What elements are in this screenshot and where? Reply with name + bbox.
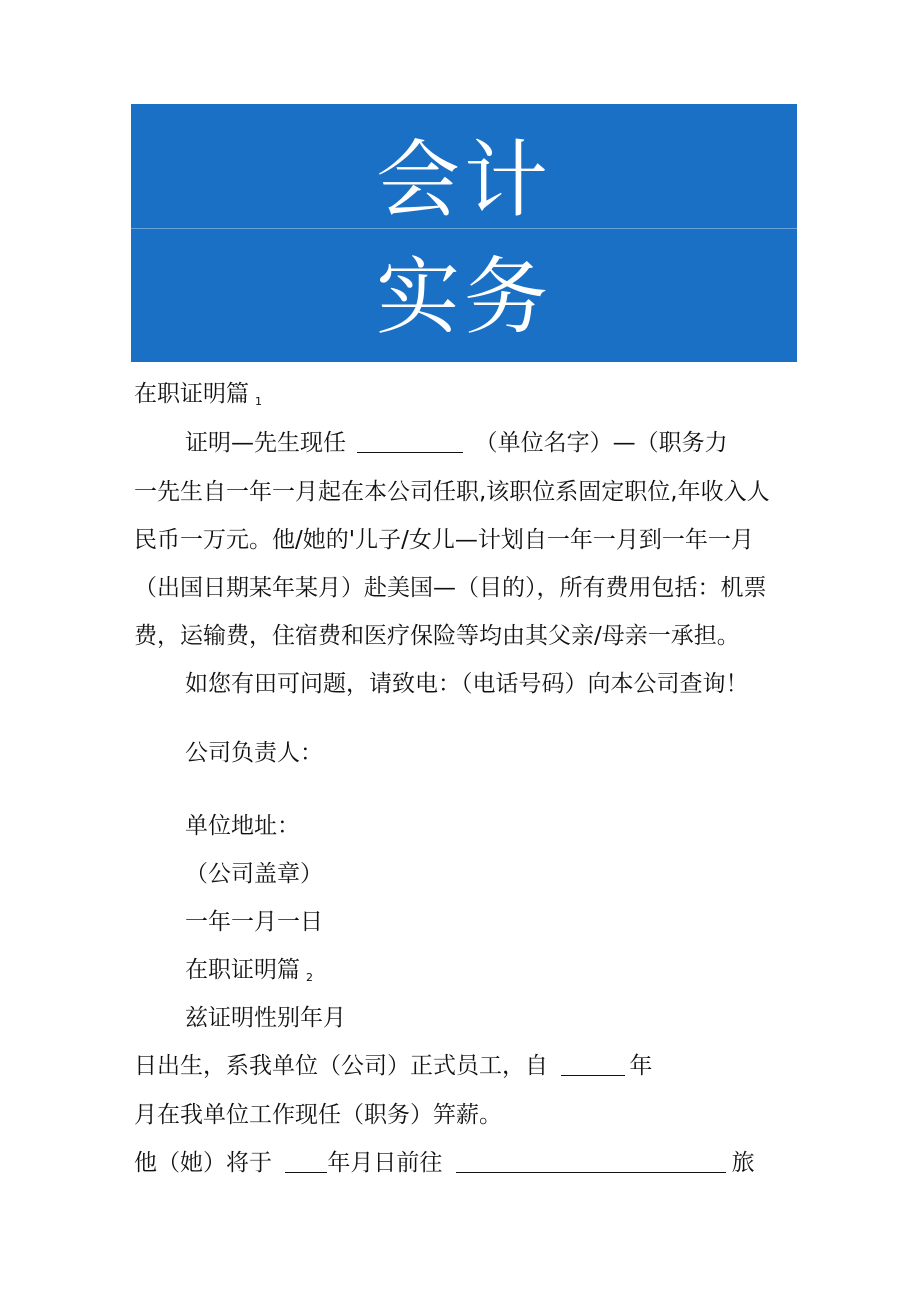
paragraph-line: 民币一万元。他/她的'儿子/女儿—计划自一年一月到一年一月	[134, 527, 754, 553]
signature-line-responsible: 公司负责人：	[185, 740, 323, 766]
text-run: 年	[629, 1053, 653, 1079]
heading-mark: 2	[306, 971, 313, 984]
fill-in-blank	[357, 430, 463, 453]
paragraph-line: 费，运输费，住宿费和医疗保险等均由其父亲/母亲一承担。	[134, 623, 740, 649]
banner-title-line-2: 实务	[375, 248, 552, 346]
paragraph-line: 兹证明性别年月	[185, 1005, 346, 1031]
heading-mark: 1	[255, 395, 262, 408]
text-run: 证明—先生现任	[185, 430, 346, 456]
text-run: （单位名字）—（职务力	[474, 430, 728, 456]
address-line: 单位地址：	[185, 813, 300, 839]
paragraph-line: 一先生自一年一月起在本公司任职,该职位系固定职位,年收入人	[134, 479, 770, 505]
fill-in-blank	[561, 1053, 625, 1076]
heading-text: 在职证明篇	[185, 957, 300, 983]
seal-line: （公司盖章）	[185, 861, 323, 887]
paragraph-line	[134, 1051, 652, 1081]
date-line: 一年一月一日	[185, 909, 323, 935]
paragraph-line: 如您有田可问题，请致电：（电话号码）向本公司查询！	[185, 671, 749, 697]
text-run: 年月日前往	[327, 1150, 443, 1176]
fill-in-blank	[456, 1150, 726, 1173]
paragraph-line: 月在我单位工作现任（职务）笄薪。	[134, 1102, 502, 1128]
heading-text: 在职证明篇	[134, 381, 249, 407]
banner-title-line-1: 会计	[375, 131, 552, 229]
text-run: 他（她）将于	[134, 1150, 272, 1176]
paragraph-line: （出国日期某年某月）赴美国—（目的），所有费用包括：机票	[134, 575, 767, 601]
text-run: 旅	[731, 1150, 755, 1176]
paragraph-line	[134, 1148, 755, 1178]
paragraph-line	[185, 428, 728, 458]
fill-in-blank	[285, 1150, 327, 1173]
text-run: 日出生，系我单位（公司）正式员工，自	[134, 1053, 548, 1079]
section-heading-2	[185, 955, 313, 993]
section-heading-1	[134, 379, 262, 417]
